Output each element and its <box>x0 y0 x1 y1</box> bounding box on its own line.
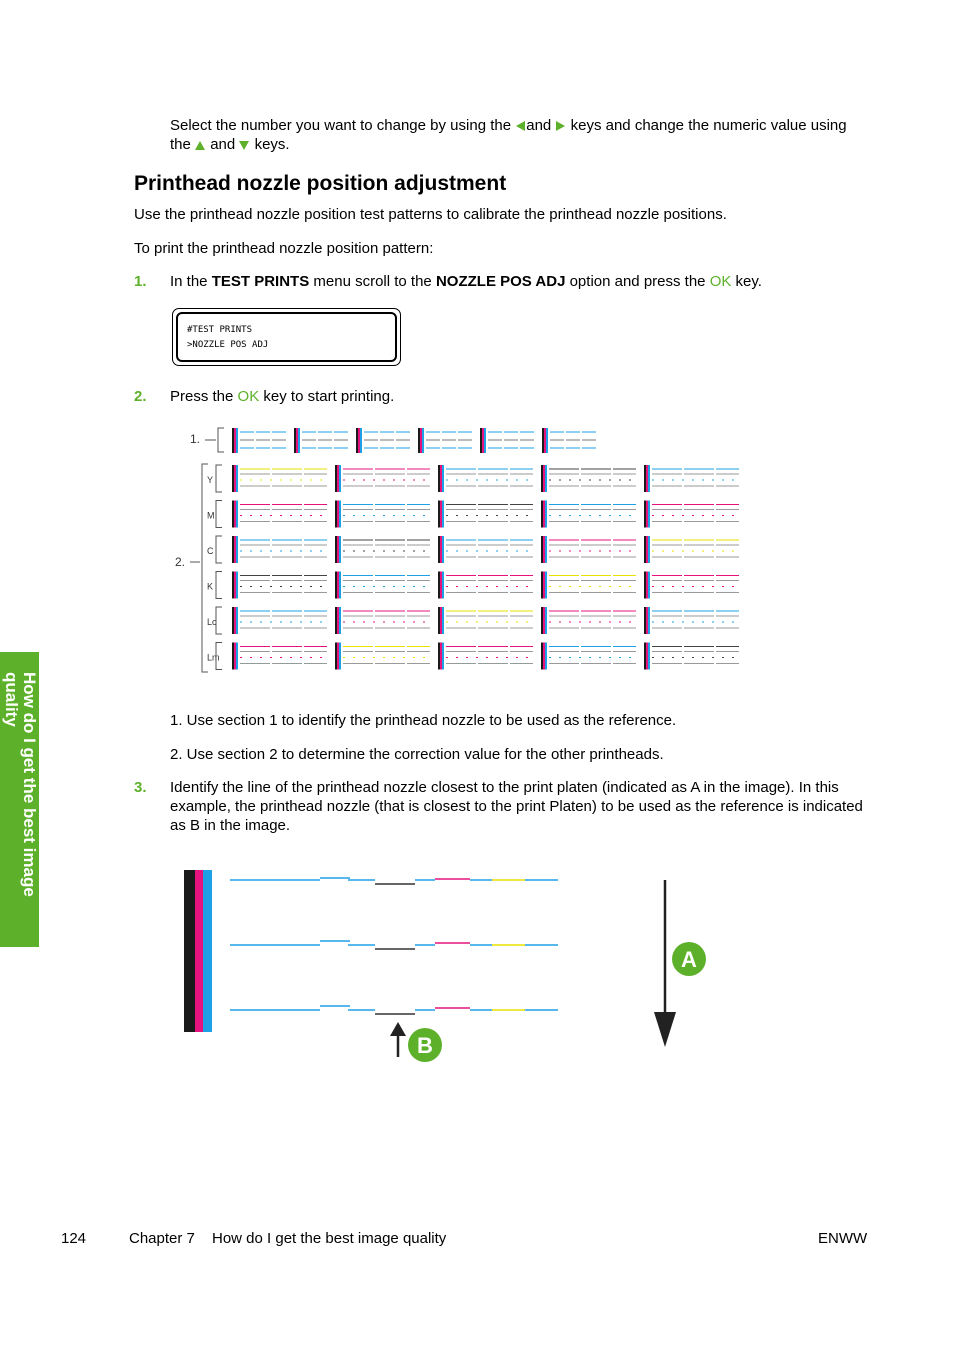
pattern-bar <box>337 572 339 599</box>
pattern-bar <box>648 536 650 563</box>
pattern-bar <box>542 428 544 453</box>
pattern-bar <box>442 607 444 634</box>
intro-text: Select the number you want to change by using the <box>170 117 512 134</box>
row-label: C <box>207 546 214 556</box>
lcd-line-2: >NOZZLE POS ADJ <box>187 340 269 350</box>
pattern-bar <box>442 536 444 563</box>
section-lead: To print the printhead nozzle position pattern: <box>134 240 434 257</box>
label-b: B <box>417 1033 433 1058</box>
pattern-bar <box>644 501 646 528</box>
pattern-bar <box>438 643 440 670</box>
pattern-bar <box>442 643 444 670</box>
pattern-bar <box>644 643 646 670</box>
pattern-bar <box>543 607 545 634</box>
pattern-bar <box>339 501 341 528</box>
pattern-bar <box>648 572 650 599</box>
pattern-bar <box>440 465 442 492</box>
pattern-bar <box>337 607 339 634</box>
pattern-bar <box>440 607 442 634</box>
down-arrow-icon <box>239 140 250 151</box>
step-text: key. <box>731 273 762 290</box>
pattern-bar <box>442 465 444 492</box>
pattern-bar <box>236 572 238 599</box>
side-tab-label: How do I get the best image quality <box>2 672 39 897</box>
black-bar <box>184 870 195 1032</box>
pattern-bar <box>335 572 337 599</box>
row-label: Lc <box>207 617 217 627</box>
pattern-bar <box>232 428 234 453</box>
pattern-bar <box>541 607 543 634</box>
cyan-bar <box>203 870 212 1032</box>
section-2-label: 2. <box>175 555 186 569</box>
step-text: In the <box>170 273 212 290</box>
intro-and: and <box>210 136 236 153</box>
pattern-bar <box>236 643 238 670</box>
nozzle-pattern-figure <box>170 422 750 684</box>
pattern-bar <box>440 572 442 599</box>
section-1-bracket <box>205 428 224 452</box>
pattern-bar <box>339 572 341 599</box>
intro-keys: keys. <box>254 136 290 153</box>
section-1-pattern <box>232 428 598 453</box>
pattern-bar <box>339 465 341 492</box>
pattern-bar <box>356 428 358 453</box>
pattern-bar <box>337 501 339 528</box>
section-2-pattern <box>207 465 739 670</box>
pattern-bar <box>546 428 548 453</box>
pattern-bar <box>541 572 543 599</box>
up-arrow-icon <box>195 140 206 151</box>
pattern-bar <box>236 428 238 453</box>
pattern-bar <box>232 536 234 563</box>
pattern-bar <box>335 501 337 528</box>
pattern-bar <box>438 536 440 563</box>
row-bracket <box>216 465 222 492</box>
pattern-bar <box>339 536 341 563</box>
footer-chapter-title: How do I get the best image quality <box>212 1230 447 1247</box>
section-title: Printhead nozzle position adjustment <box>134 172 507 195</box>
pattern-bar <box>360 428 362 453</box>
pattern-bar <box>541 501 543 528</box>
label-a: A <box>681 947 697 972</box>
intro-text: keys and change the numeric value using <box>570 117 847 134</box>
front-panel-display <box>172 308 401 366</box>
intro-the: the <box>170 136 191 153</box>
row-bracket <box>216 501 222 528</box>
pattern-bar <box>543 572 545 599</box>
footer-locale: ENWW <box>818 1230 868 1247</box>
pattern-bar <box>648 465 650 492</box>
pattern-bar <box>236 501 238 528</box>
pattern-bar <box>541 536 543 563</box>
pattern-bar <box>298 428 300 453</box>
pattern-bar <box>440 501 442 528</box>
pattern-bar <box>337 643 339 670</box>
pattern-bar <box>442 501 444 528</box>
reference-line-1 <box>230 878 558 884</box>
pattern-bar <box>339 607 341 634</box>
pattern-bar <box>544 428 546 453</box>
front-panel-screen <box>176 312 397 362</box>
step-text: menu scroll to the <box>309 273 436 290</box>
step-1-text <box>170 272 762 291</box>
pattern-bar <box>358 428 360 453</box>
row-bracket <box>216 572 222 599</box>
pattern-bar <box>648 643 650 670</box>
label-a-badge <box>672 942 706 976</box>
pattern-bar <box>234 465 236 492</box>
pattern-bar <box>438 607 440 634</box>
section-2-bracket <box>190 464 208 672</box>
step-2-text <box>170 387 394 406</box>
intro-and: and <box>526 117 552 134</box>
pattern-bar <box>337 465 339 492</box>
pattern-bar <box>543 501 545 528</box>
pattern-bar <box>234 572 236 599</box>
pattern-bar <box>480 428 482 453</box>
ok-key-label: OK <box>237 388 260 405</box>
pattern-bar <box>545 607 547 634</box>
pattern-bar <box>335 465 337 492</box>
pattern-bar <box>644 607 646 634</box>
row-label: Lm <box>207 652 220 663</box>
reference-arrow-icon <box>390 1022 406 1057</box>
pattern-bar <box>335 643 337 670</box>
row-label: M <box>207 510 215 521</box>
platen-reference-figure <box>170 852 730 1074</box>
pattern-bar <box>543 536 545 563</box>
pattern-bar <box>296 428 298 453</box>
pattern-bar <box>545 465 547 492</box>
label-b-badge <box>408 1028 442 1062</box>
pattern-bar <box>644 536 646 563</box>
row-bracket <box>216 536 222 563</box>
pattern-bar <box>646 536 648 563</box>
pattern-bar <box>646 501 648 528</box>
section-description: Use the printhead nozzle position test patterns to calibrate the printhead nozzle positions. <box>134 206 727 223</box>
pattern-bar <box>232 501 234 528</box>
step-text: key to start printing. <box>259 388 395 405</box>
section-1-label: 1. <box>190 432 201 446</box>
pattern-bar <box>646 465 648 492</box>
pattern-bar <box>644 572 646 599</box>
pattern-bar <box>541 643 543 670</box>
pattern-bar <box>545 536 547 563</box>
note-2: 2. Use section 2 to determine the correction value for the other printheads. <box>170 746 664 763</box>
step-3-text: Identify the line of the printhead nozzle closest to the print platen (indicated as A in the image). In this example, the printhead nozzle (that is closest to the print Platen) to be used as the reference is indicated as B in the image. <box>170 779 863 834</box>
footer-chapter: Chapter 7 <box>129 1230 195 1247</box>
magenta-bar <box>195 870 203 1032</box>
pattern-bar <box>422 428 424 453</box>
pattern-bar <box>418 428 420 453</box>
pattern-bar <box>232 465 234 492</box>
ok-key-label: OK <box>709 273 732 290</box>
pattern-bar <box>438 501 440 528</box>
row-bracket <box>216 607 222 634</box>
pattern-bar <box>335 536 337 563</box>
pattern-bar <box>484 428 486 453</box>
pattern-bar <box>543 643 545 670</box>
note-1: 1. Use section 1 to identify the printhead nozzle to be used as the reference. <box>170 712 677 729</box>
step-1-number: 1. <box>134 273 147 290</box>
pattern-bar <box>236 536 238 563</box>
right-arrow-icon <box>555 121 566 132</box>
pattern-bar <box>646 607 648 634</box>
pattern-bar <box>541 465 543 492</box>
pattern-bar <box>440 643 442 670</box>
row-label: K <box>207 581 214 592</box>
pattern-bar <box>646 643 648 670</box>
pattern-bar <box>545 643 547 670</box>
pattern-bar <box>234 501 236 528</box>
pattern-bar <box>648 501 650 528</box>
pattern-bar <box>232 607 234 634</box>
pattern-bar <box>644 465 646 492</box>
pattern-bar <box>234 536 236 563</box>
menu-name: TEST PRINTS <box>211 273 310 290</box>
pattern-bar <box>339 643 341 670</box>
chapter-side-tab <box>0 652 39 947</box>
pattern-bar <box>438 572 440 599</box>
pattern-bar <box>543 465 545 492</box>
pattern-bar <box>234 607 236 634</box>
left-arrow-icon <box>515 121 526 132</box>
reference-line-2 <box>230 941 558 949</box>
intro-paragraph <box>170 116 890 154</box>
pattern-bar <box>646 572 648 599</box>
pattern-bar <box>438 465 440 492</box>
pattern-bar <box>545 501 547 528</box>
step-2-number: 2. <box>134 388 147 405</box>
row-label: Y <box>207 475 214 485</box>
pattern-bar <box>482 428 484 453</box>
lcd-line-1: #TEST PRINTS <box>187 325 253 335</box>
step-3-number: 3. <box>134 779 147 796</box>
pattern-bar <box>335 607 337 634</box>
option-name: NOZZLE POS ADJ <box>435 273 566 290</box>
pattern-bar <box>337 536 339 563</box>
pattern-bar <box>545 572 547 599</box>
pattern-bar <box>232 643 234 670</box>
pattern-bar <box>294 428 296 453</box>
step-text: Press the <box>170 388 238 405</box>
pattern-bar <box>442 572 444 599</box>
page-number: 124 <box>61 1230 87 1247</box>
pattern-bar <box>232 572 234 599</box>
pattern-bar <box>440 536 442 563</box>
pattern-bar <box>234 643 236 670</box>
pattern-bar <box>648 607 650 634</box>
pattern-bar <box>236 465 238 492</box>
reference-line-3 <box>230 1006 558 1014</box>
pattern-bar <box>236 607 238 634</box>
step-text: option and press the <box>565 273 710 290</box>
pattern-bar <box>420 428 422 453</box>
pattern-bar <box>234 428 236 453</box>
